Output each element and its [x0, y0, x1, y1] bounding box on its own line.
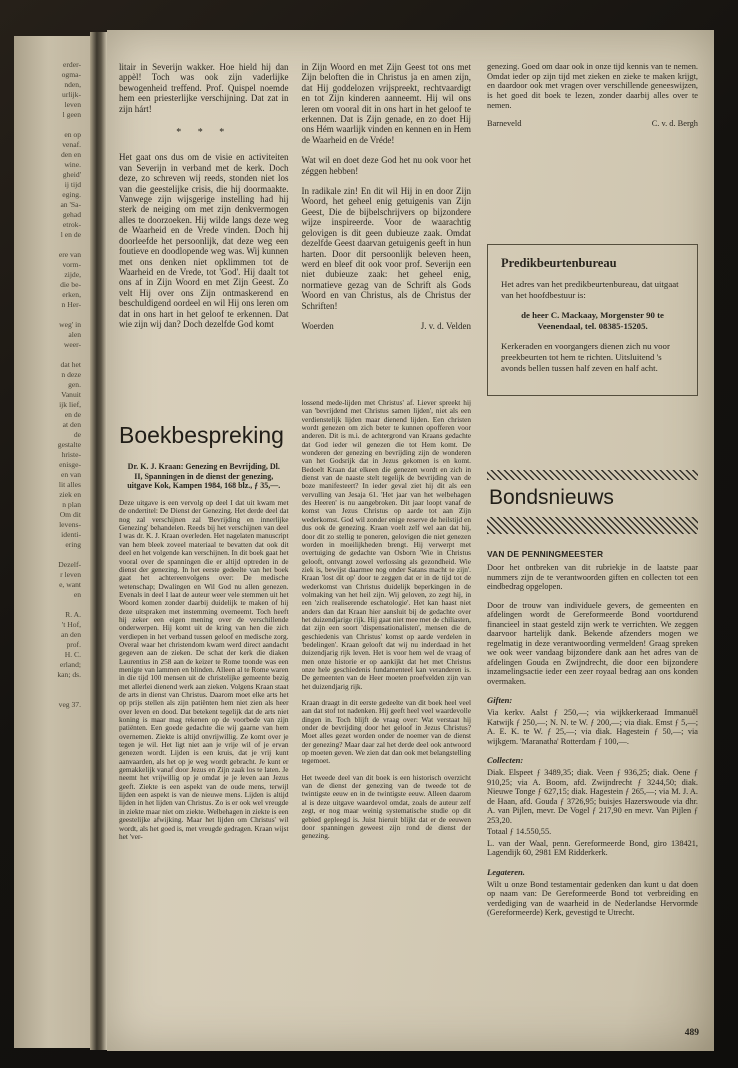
margin-fragment: erken, [62, 290, 81, 299]
bonds-paragraph: Door het ontbreken van dit rubriekje in de laatste paar nummers zijn de te verantwoorden giften en collecten tot een eindbedrag opgelopen. [487, 563, 698, 592]
margin-fragment: erder- [63, 60, 81, 69]
margin-fragment: hriste- [61, 450, 81, 459]
margin-fragment: erland; [59, 660, 81, 669]
giften-text: Via kerkv. Aalst ƒ 250,—; via wijkkerkeraad Immanuël Katwijk ƒ 250,—; N. N. te W. ƒ 200,—; via diak. Emst ƒ 5,—; A. E. K. te W. ƒ 25,—; via diak. Hagestein ƒ 50,—; via wijkgem. 'Maranatha' Rotterdam ƒ 100,—. [487, 708, 698, 746]
margin-fragment: en van [60, 470, 81, 479]
margin-fragment: dat het [60, 360, 81, 369]
margin-fragment: ere van [58, 250, 81, 259]
margin-fragment: die be- [60, 280, 81, 289]
margin-fragment: en de [64, 410, 81, 419]
hatch-bar-top [487, 470, 698, 480]
margin-fragment: ij tijd [64, 180, 81, 189]
margin-fragment: enisge- [59, 460, 81, 469]
margin-fragment: lit alles [58, 480, 81, 489]
margin-fragment [14, 120, 81, 130]
margin-fragment: leven [64, 100, 81, 109]
margin-fragment: at den [62, 420, 81, 429]
margin-fragment [14, 350, 81, 360]
article-signoff [302, 321, 472, 331]
predik-body: Het adres van het predikbeurtenbureau, dat uitgaat van het hoofdbestuur is: [501, 279, 679, 300]
margin-fragment [14, 240, 81, 250]
predikbeurtenbureau-title: Predikbeurtenbureau [501, 255, 617, 270]
margin-fragment: identi- [61, 530, 81, 539]
margin-fragments [14, 60, 81, 710]
margin-fragment: kan; ds. [57, 670, 81, 679]
collecten-label: Collecten: [487, 755, 524, 766]
margin-fragment: n deze [61, 370, 81, 379]
article-column-2 [302, 62, 472, 396]
margin-fragment: Vanuit [61, 390, 81, 399]
margin-fragment: Dezelf- [58, 560, 81, 569]
margin-fragment: R. A. [65, 610, 81, 619]
bonds-paragraph: Door de trouw van individuele gevers, de gemeenten en afdelingen wordt de Gereformeerde Bond voortdurend financieel in staat gesteld zijn werk te verrichten. We zeggen daarvoor hartelijk dank. Bekende afzenders mogen we regelmatig in deze verantwoording vermelden! Graag spreken we ook weer vandaag bijzondere dank aan het adres van de afdelingen Gouda en Zwijndrecht, die door een bijzondere inzamelingsactie ieder een zeer royaal bedrag aan ons konden overmaken. [487, 600, 698, 686]
margin-fragment [14, 550, 81, 560]
review-continuation: genezing. Goed om daar ook in onze tijd kennis van te nemen. Omdat ieder op zijn tijd met zieken en zieke te maken krijgt, en daardoor ook met vragen over verschillende geneeswijzen, is het goed dit boek te lezen, zonder daarbij alles over te nemen. [487, 62, 698, 110]
left-main-area [119, 62, 471, 1044]
right-column [487, 62, 698, 1044]
bondsnieuws-heading: Bondsnieuws [489, 486, 614, 510]
predik-address: de heer C. Mackaay, Morgenster 90 te Veenendaal, tel. 08385-15205. [521, 310, 664, 331]
margin-fragment [14, 690, 81, 700]
penningmeester-address: L. van der Waal, penn. Gereformeerde Bond, giro 138421, Lagendijk 60, 2981 EM Ridderkerk. [487, 838, 698, 858]
review-text: lossend mede-lijden met Christus' af. Liever spreekt hij van 'bevrijdend met Christus samen lijden', niet als een verdienstelijk lijden maar dienend lijden. Een christen wordt genezen om zich beter te kunnen opofferen voor anderen. Dit is m.i. de achtergrond van Kraans gedachte dat God ieder wil genezen die tot Hem komt. De wonderen der genezing en bevrijding zijn de wonderen van het Godsrijk dat in Jezus gekomen is en komt. Bedoelt Kraan dat elkeen die genezen wordt en zich in dienst van de naaste stelt tegelijk de bevrijding van de boze manifesteert? In ieder geval ziet hij dit als een vervulling van Jesaja 61. 'Het jaar van het welbehagen des Heeren' is nu aangebroken. Dit jaar loopt vanaf de komst van Jezus Christus op aarde tot aan Zijn wederkomst. God wil zonder enige reserve de heilstijd en dus ook de genezing. Kraan voelt zelf wel aan dat hij, door dit zo stellig te poneren, gelovigen die niet genezen worden in moeilijkheden brengt. Hij verwerpt met overtuiging de gedachte van Osborn 'Wie in Christus gelooft, ontvangt zowel verlossing als gezondheid. Wie ziek is, bewijst daarmee nog onder Satans macht te zijn'. Kraan 'lost dit op' door te zeggen dat er in de tijd tot de wederkomst van Christus duidelijk beperkingen in de volmaking van het heil zijn. Wij geloven, zo zegt hij, in een 'zich realiserende eschatologie'. Het kan haast niet anders dan dat Kraan hier aansluit bij de gedachte over het duizendjarige rijk. Hij gaat niet mee met de chiliasten, dat zijn een soort 'dispensationalisten', mensen die de geschiedenis van Christus' komst op aarde verdelen in 'bedelingen'. Kraan gelooft dat wij nu inderdaad in het duizendjarig rijk leven. Het is voor hem wel de vraag of men onze historie er op aankijkt dat het met Christus onze hele geschiedenis fundamenteel kan veranderen is. De gemeenten van de Heer moeten proefvelden zijn van het duizendjarig rijk. [301, 398, 471, 691]
margin-fragment: 't Hof, [61, 620, 81, 629]
margin-fragment: gestalte [57, 440, 81, 449]
bondsnieuws-section [487, 470, 698, 918]
totaal-line: Totaal ƒ 14.550,55. [487, 827, 552, 837]
margin-fragment: en op [64, 130, 81, 139]
margin-fragment: weg' in [59, 320, 81, 329]
margin-fragment: gheid' [62, 170, 81, 179]
article-paragraph: Wat wil en doet deze God het nu ook voor het zéggen hebben! [301, 155, 471, 176]
margin-fragment: Om dit [59, 510, 81, 519]
page-gutter-shadow [90, 32, 107, 1050]
article-paragraph: litair in Severijn wakker. Hoe hield hij dan appèl! Toch was ook zijn vaderlijke bewogenheid treffend. Prof. Quispel noemde hem een priesterlijke verschijning. Dat zat in zijn hárt! [119, 62, 289, 114]
boekbespreking-section [119, 396, 471, 1044]
margin-fragment: weer- [63, 340, 81, 349]
margin-fragment: H. C. [64, 650, 81, 659]
giften-label: Giften: [487, 695, 513, 706]
article-top-section [119, 62, 471, 396]
margin-fragment: gen. [68, 380, 81, 389]
margin-fragment: venaf. [62, 140, 81, 149]
margin-fragment: den en [60, 150, 81, 159]
legateren-label: Legateren. [487, 866, 525, 877]
penningmeester-heading: VAN DE PENNINGMEESTER [487, 549, 604, 560]
margin-fragment: wine. [64, 160, 81, 169]
book-title-block: Dr. K. J. Kraan: Genezing en Bevrijding, Dl. II, Spanningen in de dienst der genezing, uitgave Kok, Kampen 1984, 168 blz., ƒ 35,—. [127, 462, 281, 491]
margin-fragment: ijk lief, [59, 400, 81, 409]
margin-fragment: gehad [62, 210, 81, 219]
margin-fragment: zijde, [64, 270, 81, 279]
margin-fragment: ogma- [61, 70, 81, 79]
signoff-place: Woerden [301, 320, 334, 331]
previous-page-edge [14, 36, 90, 1048]
signoff-place: Barneveld [487, 118, 522, 128]
margin-fragment: l en de [60, 230, 81, 239]
asterisk-separator: * * * [176, 127, 232, 139]
collecten-text: Diak. Elspeet ƒ 3489,35; diak. Veen ƒ 936,25; diak. Oene ƒ 910,25; via A. Boom, afd. Zwijndrecht ƒ 3244,50; diak. Nieuwe Tonge ƒ 627,15; diak. Hagestein ƒ 265,—; via M. J. A. de Haan, afd. Gouda ƒ 3726,95; buisjes Hazerswoude via dhr. A. van Pijlen, mevr. De Vogel ƒ 217,90 en mevr. Van Pijlen ƒ 253,20. [487, 768, 698, 825]
article-paragraph: in Zijn Woord en met Zijn Geest tot ons met Zijn beloften die in Christus ja en amen zijn, dat Hij goddelozen vrijspreekt, rechtvaardigt en tot Zijn kinderen aanneemt. Hij wil ons leren om vooral dit in ons hart in het geloof te erkennen. Dat is Zijn genade, en zo doet Hij ons Hém waarlijk vinden en kennen en in Hem de Waarheid en de Vréde! [301, 62, 471, 145]
margin-fragment: ering [65, 540, 81, 549]
margin-fragment: an den [60, 630, 81, 639]
signoff-author: J. v. d. Velden [420, 320, 471, 331]
review-text: Het tweede deel van dit boek is een historisch overzicht van de dienst der genezing van de tweede tot de twintigste eeuw en in de twintigste eeuw. Alleen daarom al is deze uitgave waardevol omdat, zoals de auteur zelf zegt, er nog maar weinig systematische studie op dit gebied gepleegd is. Juist hieruit blijkt dat er de eeuwen door spanningen geweest zijn rond de dienst der genezing. [301, 772, 471, 841]
margin-fragment [14, 600, 81, 610]
review-text: Deze uitgave is een vervolg op deel I dat uit kwam met de ondertitel: De Dienst der Genezing. Het derde deel dat nog zal verschijnen zal 'Bevrijding en innerlijke Genezing' behandelen. Reeds bij het verschijnen van deel I was dr. K. J. Kraan overleden. Het nagelaten manuscript van hem bleek zoveel materiaal te bevatten dat ook dit deel en het volgende kan verschijnen. In dit boek gaat het vooral over de spanningen die er altijd optreden in de dienst der genezing. In het eerste gedeelte van het boek gaat het achtereenvolgens over: De medische wetenschap; Dwalingen en Wil God nu allen genezen. Evenals in deel I laat de auteur weer vele stemmen uit het Woord komen zonder daarbij duidelijk te maken of hij deze uitspraken met instemming overneemt. Toch heeft hij zeker een eigen mening over de verschillende onderwerpen. Hij komt uit de kring van hen die zich verdiepen in het verband tussen geloof en medische zorg. Overal waar het christendom kwam werd direct aandacht gegeven aan de zieken. De schat der kerk die diaken Laurentius in 258 aan de keizer te Rome toonde was een menigte van lammen en blinden. Alleen al te Rome waren in die tijd 100 mensen uit de christelijke gemeente bezig met allerlei dienend werk aan zieken. Volgens Kraan staat de arts in dienst van Christus. Daarom moet elke arts het op prijs stellen als zijn patiënten hem niet zien als heer over leven en dood. Dat betekent tegelijk dat de arts niet koning is maar mag rekenen op de voorbede van zijn patiënten. Een goede gedachte die wij gaarne van hem overnemen. Ziekte is altijd onvrijwillig. Ze komt over je tegen je wil. Het ligt niet aan je vrije wil of je ervan genezen wordt. Lijden is een kruis, dat je vrij kunt aanvaarden, als het op je weg wordt gebracht. Je kunt er gemakkelijk vanaf door Jezus en Zijn zaak los te laten. Je neemt het vrijwillig op je omdat je je leven aan Jezus geeft. Ziekte is een aspekt van de oude mens, terwijl lijden een aspekt is van de nieuwe mens. Lijden is altijd lijden in het lijden van Christus. Zo is er ook wel vreugde in ziekte maar niet om ziekte. Welbehagen in ziekte is een geestelijke afwijking. Maar het lijden om Christus' wil wordt, als het goed is, met vreugde gedragen. Kraan wijst het 'ver- [119, 498, 289, 841]
margin-fragment: nden, [64, 80, 81, 89]
review-column-right [302, 396, 472, 849]
margin-fragment: vorm- [62, 260, 81, 269]
margin-fragment [14, 310, 81, 320]
page-number: 489 [684, 1028, 699, 1038]
margin-fragment: levens- [59, 520, 81, 529]
margin-fragment: r leven [60, 570, 81, 579]
review-signoff [487, 119, 698, 128]
margin-fragment [14, 680, 81, 690]
page-content [107, 30, 714, 1044]
margin-fragment: prof. [66, 640, 81, 649]
margin-fragment: n Her- [61, 300, 81, 309]
margin-fragment: alen [68, 330, 81, 339]
magazine-page [107, 30, 714, 1051]
margin-fragment: n plan [62, 500, 81, 509]
predikbeurtenbureau-box [487, 244, 698, 397]
margin-fragment: eging. [62, 190, 81, 199]
margin-fragment: de [73, 430, 81, 439]
boekbespreking-heading: Boekbespreking [119, 422, 284, 448]
review-columns [119, 396, 471, 849]
margin-fragment: an 'Sa- [60, 200, 81, 209]
margin-fragment: e, want [59, 580, 81, 589]
hatch-bar-bottom [487, 517, 698, 534]
article-paragraph: Het gaat ons dus om de visie en activiteiten van Severijn in verband met de kerk. Doch deze, zo schreven wij reeds, stonden niet los van die geestelijke crisis, die hij doormaakte. Vanwege zijn wijsgerige instelling had hij sterk de neiging om met zijn denkvermogen alles te doorzoeken. Hij wilde langs deze weg de Waarheid en de Vrede vinden. Doch hij doorleefde het persoonlijk, dat deze weg een foutieve en doodlopende weg was. Wij kunnen met ons denken niet opklimmen tot de Waarheid en de Vrede, tot 'God'. Hij daalt tot ons af in Zijn Woord en met Zijn Geest. Zo velt Hij over ons Zijn ontmaskerend en beschuldigend oordeel en wil Hij ons leren om dat in ons hart in het geloof te erkennen. Dat wie zijn wij dan? Doch dezelfde God komt [119, 152, 289, 329]
legateren-text: Wilt u onze Bond testamentair gedenken dan kunt u dat doen op naam van: De Gereformeerde Bond tot verbreiding en verdediging van de waarheid in de Nederlandse Hervormde (Gereformeerde) Kerk, gevestigd te Utrecht. [487, 879, 698, 918]
review-column-left [119, 396, 289, 849]
review-text: Kraan draagt in dit eerste gedeelte van dit boek heel veel aan dat stof tot nadenken. Hij geeft heel veel waardevolle dingen in. Toch blijft de vraag over: Wat verstaat hij onder de bevrijding door het geloof in Jezus Christus? Moet alles gezet worden onder de noemer van de dienst der genezing? Maar daar zal het derde deel ook antwoord op moeten geven. We zien dat dan ook met belangstelling tegemoet. [301, 698, 471, 766]
margin-fragment: etrok- [62, 220, 81, 229]
signoff-author: C. v. d. Bergh [651, 118, 698, 128]
article-column-1 [119, 62, 289, 396]
margin-fragment: l geen [62, 110, 81, 119]
margin-fragment: ziek en [59, 490, 81, 499]
margin-fragment: en [73, 590, 81, 599]
predik-body: Kerkeraden en voorgangers dienen zich nu voor preekbeurten tot hem te richten. Uitsluitend 's avonds bellen tussen half zeven en half acht. [501, 341, 670, 373]
article-paragraph: In radikale zin! En dit wil Hij in en door Zijn Woord, het geheel enig getuigenis van Zijn Geest, Die de bijbelschrijvers op bijzondere wijze inspireerde. Voor de waarachtig gelovigen is dit geen dubieuze zaak. Omdat dezelfde Geest daarvan getuigenis geeft in hun harten. Door dit persoonlijk beleven heen, werd en bleef dit ook voor prof. Severijn een niet dubieuze zaak: het geheel enig, normatieve gezag van de Schrift als Gods Woord en van Christus, als de Christus der Schriften! [301, 186, 471, 311]
margin-fragment: veg 37. [58, 700, 81, 709]
margin-fragment: urlijk- [62, 90, 81, 99]
